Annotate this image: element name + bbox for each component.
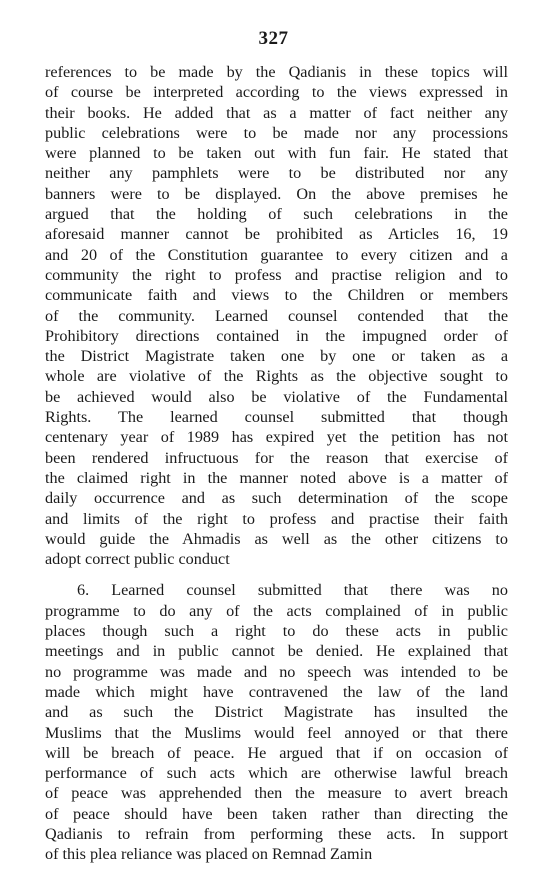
- text-line: their books. He added that as a matter of fact neither any: [45, 103, 508, 122]
- text-line: performance of such acts which are otherwise lawful breach: [45, 764, 508, 783]
- text-line: were planned to be taken out with fun fair. He stated that: [45, 144, 508, 163]
- text-line: the claimed right in the manner noted above is a matter of: [45, 468, 508, 487]
- text-line: Prohibitory directions contained in the impugned order of: [45, 326, 508, 345]
- text-line: references to be made by the Qadianis in these topics will: [45, 63, 508, 81]
- text-line: aforesaid manner cannot be prohibited as Articles 16, 19: [45, 225, 508, 244]
- text-line: community the right to profess and practise religion and to: [45, 265, 508, 284]
- page-number: 327: [258, 28, 289, 49]
- text-line: of course be interpreted according to the views expressed in: [45, 83, 508, 102]
- text-line: neither any pamphlets were to be distributed nor any: [45, 164, 508, 183]
- text-line: Rights. The learned counsel submitted that though: [45, 408, 508, 427]
- text-line: programme to do any of the acts complained of in public: [45, 601, 508, 620]
- text-line: will be breach of peace. He argued that if on occasion of: [45, 743, 508, 762]
- text-line: made which might have contravened the law of the land: [45, 682, 508, 701]
- text-line: of peace was apprehended then the measure to avert breach: [45, 784, 508, 803]
- text-line: argued that the holding of such celebrations in the: [45, 205, 508, 224]
- text-line: places though such a right to do these acts in public: [45, 622, 508, 641]
- text-line: be achieved would also be violative of the Fundamental: [45, 387, 508, 406]
- text-line: communicate faith and views to the Children or members: [45, 286, 508, 305]
- text-line: no programme was made and no speech was intended to be: [45, 662, 508, 681]
- text-line: Muslims that the Muslims would feel annoyed or that there: [45, 723, 508, 742]
- text-line: of peace should have been taken rather than directing the: [45, 804, 508, 823]
- text-line: Qadianis to refrain from performing these acts. In support: [45, 824, 508, 843]
- text-line: centenary year of 1989 has expired yet the petition has not: [45, 428, 508, 447]
- text-line: and as such the District Magistrate has insulted the: [45, 703, 508, 722]
- text-line: daily occurrence and as such determination of the scope: [45, 489, 508, 508]
- page-body: [45, 62, 508, 865]
- text-line: the District Magistrate taken one by one or taken as a: [45, 347, 508, 366]
- text-line: would guide the Ahmadis as well as the other citizens to: [45, 529, 508, 548]
- text-line: and limits of the right to profess and practise their faith: [45, 509, 508, 528]
- text-line: adopt correct public conduct: [45, 550, 230, 569]
- text-line: 6. Learned counsel submitted that there was no: [77, 581, 508, 600]
- text-line: banners were to be displayed. On the above premises he: [45, 184, 508, 203]
- text-line: of the community. Learned counsel contended that the: [45, 306, 508, 325]
- text-line: of this plea reliance was placed on Remnad Zamin: [45, 845, 373, 864]
- text-line: whole are violative of the Rights as the objective sought to: [45, 367, 508, 386]
- text-line: meetings and in public cannot be denied. He explained that: [45, 642, 508, 661]
- paragraph-1: [45, 62, 508, 569]
- text-line: been rendered infructuous for the reason that exercise of: [45, 448, 508, 467]
- paragraph-2: [45, 580, 508, 864]
- paragraph-gap: [45, 569, 508, 580]
- text-line: public celebrations were to be made nor any processions: [45, 123, 508, 142]
- text-line: and 20 of the Constitution guarantee to every citizen and a: [45, 245, 508, 264]
